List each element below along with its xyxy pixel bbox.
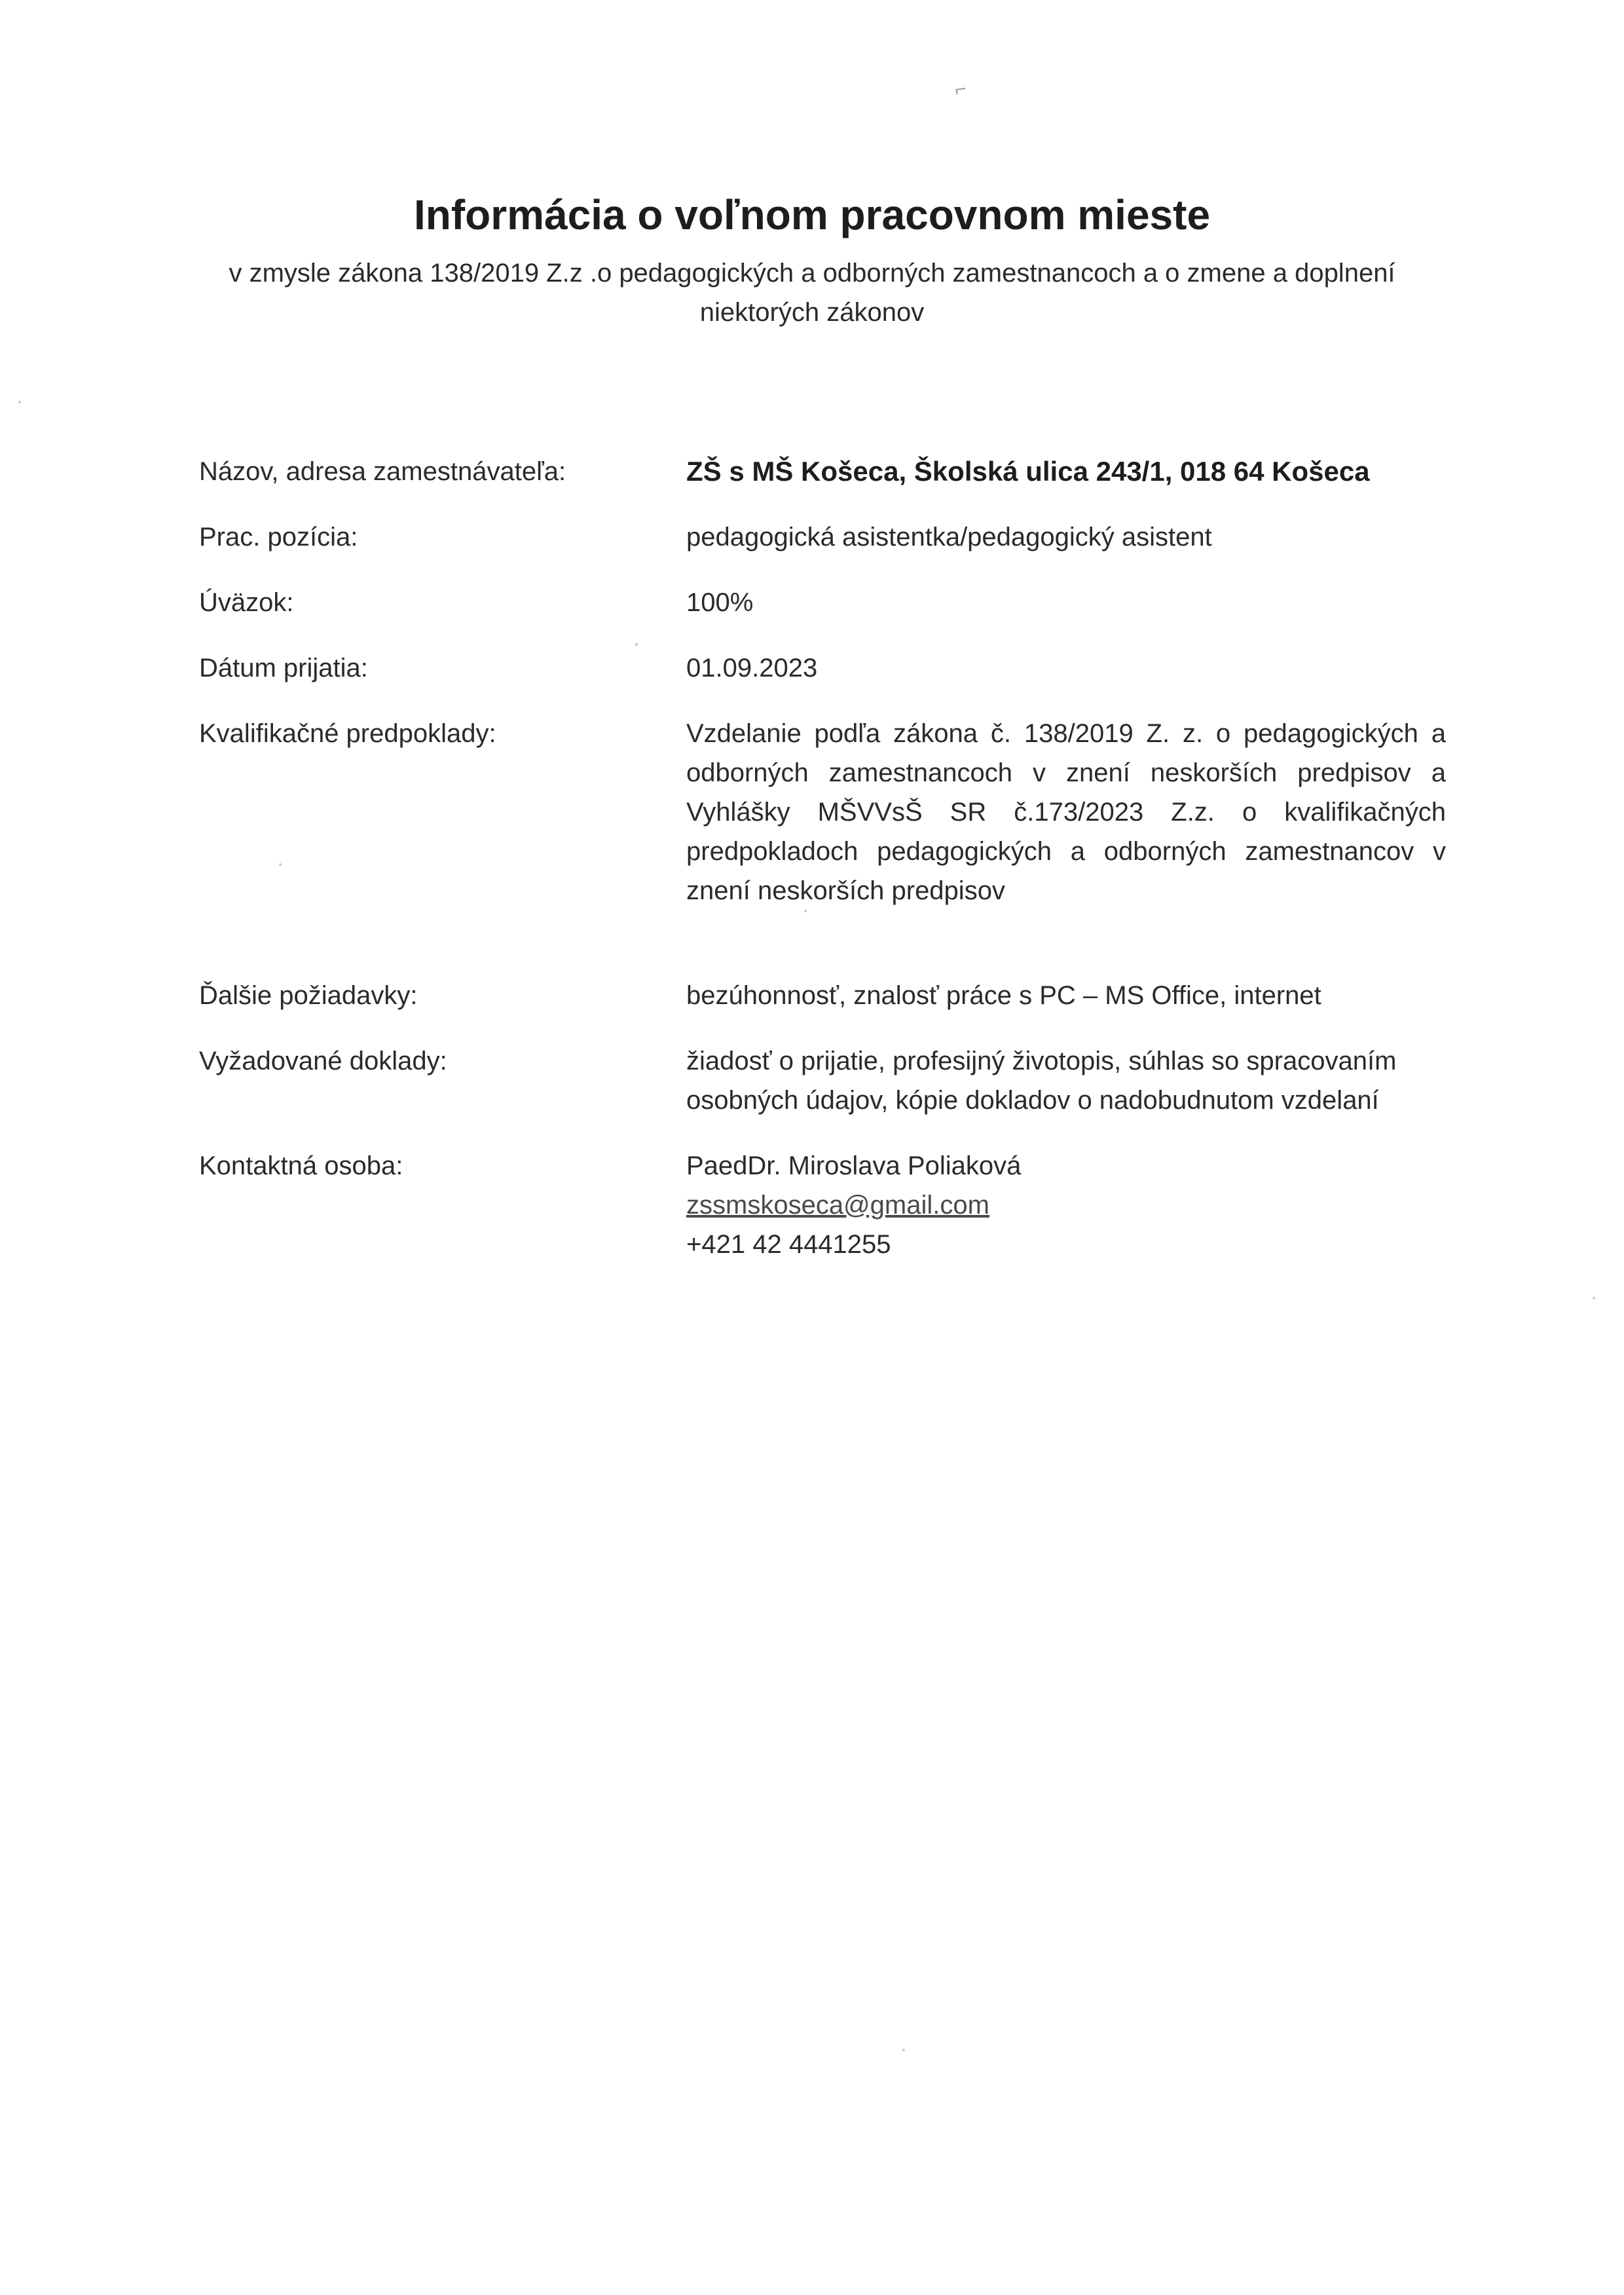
required-documents-row bbox=[199, 1041, 1443, 1120]
document-header bbox=[157, 190, 1467, 332]
other-requirements-row bbox=[199, 976, 1443, 1015]
start-date-row bbox=[199, 648, 1443, 688]
required-documents-label: Vyžadované doklady: bbox=[199, 1047, 447, 1075]
contact-name: PaedDr. Miroslava Poliaková bbox=[686, 1151, 1022, 1180]
employer-label: Názov, adresa zamestnávateľa: bbox=[199, 457, 566, 486]
qualification-label: Kvalifikačné predpoklady: bbox=[199, 719, 496, 748]
workload-row bbox=[199, 583, 1443, 622]
qualification-row bbox=[199, 714, 1446, 910]
scan-artifact-mark: ⌐ bbox=[953, 77, 968, 102]
employer-row bbox=[199, 452, 1443, 491]
position-row bbox=[199, 517, 1443, 557]
document-subtitle: v zmysle zákona 138/2019 Z.z .o pedagogických a odborných zamestnancoch a o zmene a doplnení niektorých zákonov bbox=[229, 258, 1395, 327]
contact-details bbox=[686, 1146, 1446, 1264]
other-requirements-label: Ďalšie požiadavky: bbox=[199, 981, 418, 1010]
scan-speck bbox=[902, 2049, 905, 2051]
workload-label: Úväzok: bbox=[199, 588, 294, 617]
scan-speck bbox=[1593, 1297, 1595, 1299]
start-date-label: Dátum prijatia: bbox=[199, 654, 368, 682]
workload-value: 100% bbox=[686, 588, 754, 617]
position-value: pedagogická asistentka/pedagogický asistent bbox=[686, 523, 1212, 551]
contact-row bbox=[199, 1146, 1443, 1264]
employer-value: ZŠ s MŠ Košeca, Školská ulica 243/1, 018 64 Košeca bbox=[686, 456, 1370, 487]
qualification-value: Vzdelanie podľa zákona č. 138/2019 Z. z. o pedagogických a odborných zamestnancoch v znení neskorších predpisov a Vyhlášky MŠVVsŠ SR č.173/2023 Z.z. o kvalifikačných predpokladoch pedagogických a odborných zamestnancov v znení neskorších predpisov bbox=[686, 719, 1446, 905]
contact-email-link[interactable]: zssmskoseca@gmail.com bbox=[686, 1191, 989, 1220]
required-documents-value: žiadosť o prijatie, profesijný životopis, súhlas so spracovaním osobných údajov, kópie dokladov o nadobudnutom vzdelaní bbox=[686, 1047, 1397, 1115]
position-label: Prac. pozícia: bbox=[199, 523, 358, 551]
contact-label: Kontaktná osoba: bbox=[199, 1151, 403, 1180]
job-info-fields bbox=[199, 452, 1446, 1290]
scan-speck bbox=[18, 401, 21, 403]
start-date-value: 01.09.2023 bbox=[686, 654, 818, 682]
document-title: Informácia o voľnom pracovnom mieste bbox=[413, 191, 1211, 238]
other-requirements-value: bezúhonnosť, znalosť práce s PC – MS Office, internet bbox=[686, 981, 1321, 1010]
contact-phone: +421 42 4441255 bbox=[686, 1230, 891, 1259]
